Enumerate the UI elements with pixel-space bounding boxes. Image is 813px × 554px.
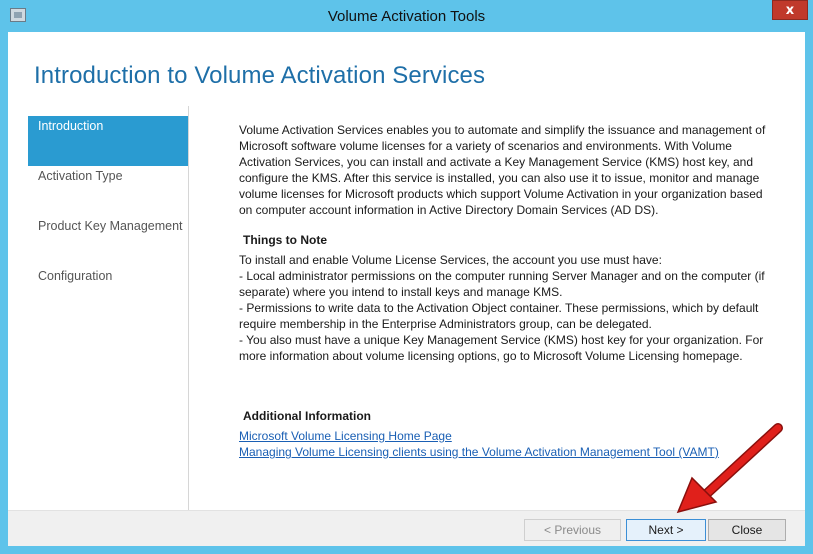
window-title: Volume Activation Tools bbox=[327, 8, 486, 25]
intro-paragraph: Volume Activation Services enables you to automate and simplify the issuance and management of Microsoft software volume licenses for a variety of scenarios and environments. With Volume Activation Services, you can install and activate a Key Management Service (KMS) host key, and configure the KMS. After this service is installed, you can also use it to issue, monitor and manage volume licenses for Microsoft products which support Volume Activation in your organization based on computer account information in Active Directory Domain Services (AD DS). bbox=[239, 123, 766, 217]
nav-item-product-key-management[interactable]: Product Key Management bbox=[38, 219, 183, 233]
nav-divider bbox=[188, 106, 189, 510]
note-item: - Permissions to write data to the Activation Object container. These permissions, which by default require membership in the Enterprise Administrators group, can be delegated. bbox=[239, 301, 759, 331]
annotation-arrow-icon bbox=[670, 420, 790, 520]
note-item: To install and enable Volume License Services, the account you use must have: bbox=[239, 253, 662, 267]
things-to-note-heading: Things to Note bbox=[243, 233, 327, 247]
main-content bbox=[239, 122, 779, 460]
vamt-link[interactable]: Managing Volume Licensing clients using the Volume Activation Management Tool (VAMT) bbox=[239, 445, 719, 459]
nav-item-configuration[interactable]: Configuration bbox=[38, 269, 113, 283]
volume-licensing-home-link[interactable]: Microsoft Volume Licensing Home Page bbox=[239, 429, 452, 443]
note-item: - Local administrator permissions on the computer running Server Manager and on the computer (if separate) where you intend to install keys and manage KMS. bbox=[239, 269, 765, 299]
additional-information-heading: Additional Information bbox=[243, 409, 371, 423]
nav-item-activation-type[interactable]: Activation Type bbox=[38, 169, 123, 183]
title-bar bbox=[0, 0, 813, 32]
next-button[interactable]: Next > bbox=[626, 519, 706, 541]
note-item: - You also must have a unique Key Management Service (KMS) host key for your organization. For more information about volume licensing options, go to Microsoft Volume Licensing homepage. bbox=[239, 333, 764, 363]
notes-list bbox=[239, 252, 779, 364]
wizard-nav bbox=[28, 116, 188, 316]
previous-button[interactable]: < Previous bbox=[524, 519, 621, 541]
close-button[interactable]: Close bbox=[708, 519, 786, 541]
nav-item-introduction[interactable]: Introduction bbox=[28, 116, 188, 166]
page-title: Introduction to Volume Activation Services bbox=[34, 62, 486, 89]
window-close-button[interactable]: x bbox=[772, 0, 808, 20]
